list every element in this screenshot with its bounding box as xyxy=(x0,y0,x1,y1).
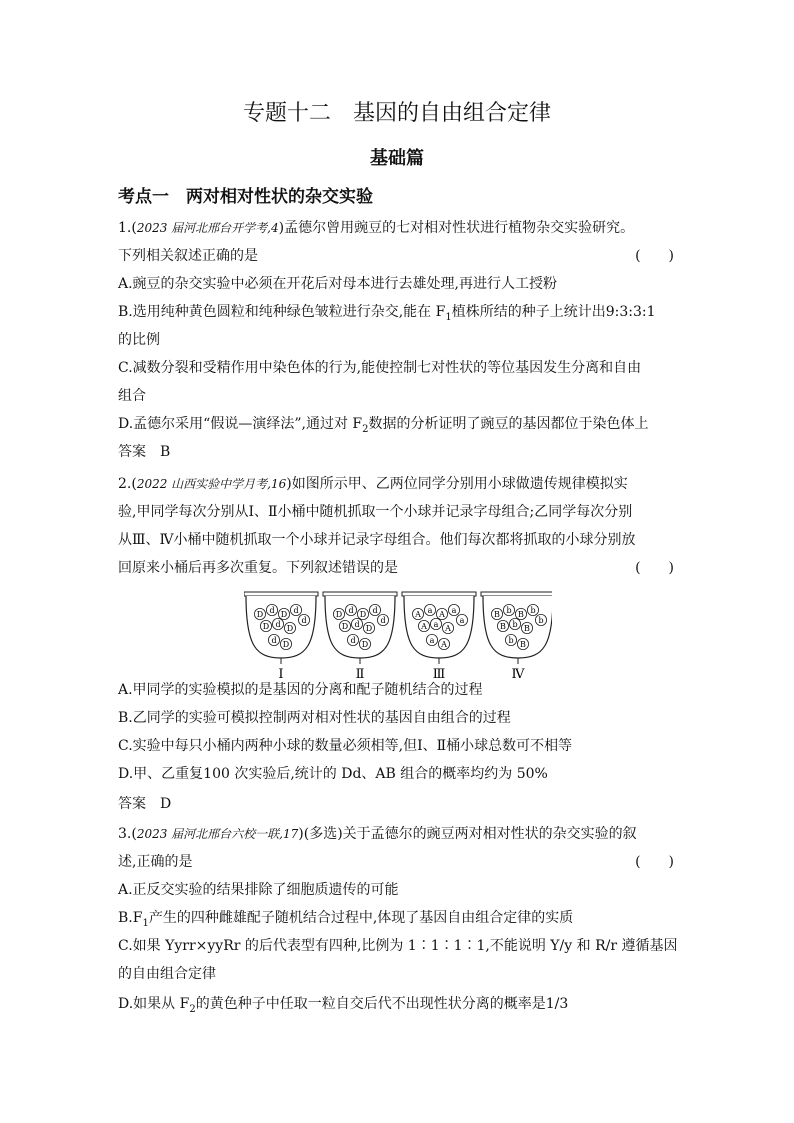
ball-letter: a xyxy=(451,606,457,615)
q3-option-a: A.正反交实验的结果排除了细胞质遗传的可能 xyxy=(118,882,399,898)
q3-option-b-text: B.F xyxy=(118,910,143,926)
ball-letter: B xyxy=(500,622,506,631)
ball-letter: D xyxy=(262,622,270,631)
ball-letter: d xyxy=(380,616,386,625)
q2-option-a: A.甲同学的实验模拟的是基因的分离和配子随机结合的过程 xyxy=(118,682,483,698)
q2-option-b: B.乙同学的实验可模拟控制两对相对性状的基因自由组合的过程 xyxy=(118,710,511,726)
q2-stem-line4: 回原来小桶后再多次重复。下列叙述错误的是 xyxy=(118,560,398,576)
ball-letter: D xyxy=(365,624,373,633)
q3-option-b xyxy=(118,908,573,934)
page-title: 专题十二 基因的自由组合定律 xyxy=(242,101,551,126)
q2-stem-text: )如图所示甲、乙两位同学分别用小球做遗传规律模拟实 xyxy=(286,476,628,492)
ball-letter: B xyxy=(524,624,530,633)
bucket-rim xyxy=(323,592,397,596)
ball-letter: b xyxy=(508,636,514,645)
ball-letter: a xyxy=(459,616,465,625)
ball-letter: a xyxy=(429,636,435,645)
q1-stem-text: )孟德尔曾用豌豆的七对相对性状进行植物杂交实验研究。 xyxy=(278,220,635,236)
q3-stem-line1 xyxy=(118,824,637,844)
ball-letter: A xyxy=(415,610,421,619)
q2-option-c: C.实验中每只小桶内两种小球的数量必须相等,但Ⅰ、Ⅱ桶小球总数可不相等 xyxy=(118,738,573,754)
ball-letter: d xyxy=(372,606,378,615)
page-subtitle: 基础篇 xyxy=(370,148,424,169)
section-heading: 考点一 两对相对性状的杂交实验 xyxy=(118,187,373,207)
ball-letter: A xyxy=(441,640,447,649)
ball-letter: d xyxy=(354,620,360,629)
q1-option-d-sub: 2 xyxy=(362,423,369,435)
q1-source: 2023 届河北邢台开学考,4 xyxy=(136,221,279,235)
ball-letter: b xyxy=(530,606,536,615)
q1-option-b-cont: 的比例 xyxy=(118,332,160,348)
ball-letter: D xyxy=(359,610,367,619)
ball-letter: d xyxy=(269,606,275,615)
ball-letter: D xyxy=(361,640,369,649)
q3-number: 3.( xyxy=(118,826,137,842)
q1-option-b-text2: 植株所结的种子上统计出9:3:3:1 xyxy=(451,304,656,320)
ball-letter: D xyxy=(282,640,290,649)
q1-option-d-text2: 数据的分析证明了豌豆的基因都位于染色体上 xyxy=(368,416,649,432)
q3-option-b-text2: 产生的四种雌雄配子随机结合过程中,体现了基因自由组合定律的实质 xyxy=(148,910,574,926)
q1-option-c-cont: 组合 xyxy=(118,388,146,404)
q1-stem-line2: 下列相关叙述正确的是 xyxy=(118,248,258,264)
q1-option-c: C.减数分裂和受精作用中染色体的行为,能使控制七对性状的等位基因发生分离和自由 xyxy=(118,360,642,376)
q1-stem-line1 xyxy=(118,218,634,238)
bucket-label: Ⅱ xyxy=(355,667,365,680)
ball-letter: D xyxy=(341,622,349,631)
q3-option-b-sub: 1 xyxy=(142,917,149,929)
q3-option-d xyxy=(118,994,568,1020)
bucket-1 xyxy=(244,592,318,680)
bucket-3 xyxy=(402,592,476,680)
bucket-2 xyxy=(323,592,397,680)
q2-stem-line2: 验,甲同学每次分别从Ⅰ、Ⅱ小桶中随机抓取一个小球并记录字母组合;乙同学每次分别 xyxy=(118,504,633,520)
q1-answer-paren: ( ) xyxy=(635,248,674,264)
q1-option-d-text: D.孟德尔采用“假说—演绎法”,通过对 F xyxy=(118,416,363,432)
ball-letter: D xyxy=(286,624,294,633)
ball-letter: d xyxy=(275,620,281,629)
q2-stem-line1 xyxy=(118,474,628,494)
bucket-label: Ⅲ xyxy=(432,667,446,680)
ball-letter: b xyxy=(538,616,544,625)
ball-letter: d xyxy=(301,616,307,625)
ball-letter: d xyxy=(271,636,277,645)
q1-number: 1.( xyxy=(118,220,137,236)
bucket-label: Ⅰ xyxy=(278,667,284,680)
q2-stem-line3: 从Ⅲ、Ⅳ小桶中随机抓取一个小球并记录字母组合。他们每次都将抓取的小球分别放 xyxy=(118,532,636,548)
ball-letter: D xyxy=(335,610,343,619)
q2-number: 2.( xyxy=(118,476,137,492)
ball-letter: d xyxy=(293,606,299,615)
ball-letter: A xyxy=(439,610,445,619)
q3-option-d-text2: 的黄色种子中任取一粒自交后代不出现性状分离的概率是1/3 xyxy=(195,996,569,1012)
q1-option-b xyxy=(118,302,656,328)
q1-option-d xyxy=(118,414,648,440)
bucket-4 xyxy=(481,592,552,680)
q3-stem-text: )(多选)关于孟德尔的豌豆两对相对性状的杂交实验的叙 xyxy=(298,826,637,842)
q3-source: 2023 届河北邢台六校一联,17 xyxy=(136,827,299,841)
q2-answer-paren: ( ) xyxy=(635,560,674,576)
ball-letter: b xyxy=(512,620,518,629)
bucket-rim xyxy=(481,592,552,596)
ball-letter: B xyxy=(494,610,500,619)
ball-letter: D xyxy=(256,610,264,619)
q1-option-b-sub: 1 xyxy=(445,311,452,323)
q1-option-a: A.豌豆的杂交实验中必须在开花后对母本进行去雄处理,再进行人工授粉 xyxy=(118,276,558,292)
ball-letter: d xyxy=(350,636,356,645)
q3-option-c-cont: 的自由组合定律 xyxy=(118,966,216,982)
ball-letter: A xyxy=(445,624,451,633)
q3-option-c: C.如果 Yyrr×yyRr 的后代表型有四种,比例为 1∶1∶1∶1,不能说明 Y/y 和 R/r 遵循基因 xyxy=(118,938,678,954)
ball-letter: A xyxy=(421,622,427,631)
ball-letter: B xyxy=(520,640,526,649)
bucket-label: Ⅳ xyxy=(511,667,525,680)
ball-letter: B xyxy=(518,610,524,619)
q3-option-d-text: D.如果从 F xyxy=(118,996,190,1012)
ball-letter: a xyxy=(433,620,439,629)
bucket-rim xyxy=(244,592,318,596)
bucket-diagram xyxy=(244,588,552,680)
ball-letter: b xyxy=(506,606,512,615)
q2-option-d: D.甲、乙重复100 次实验后,统计的 Dd、AB 组合的概率均约为 50% xyxy=(118,766,548,782)
bucket-rim xyxy=(402,592,476,596)
q2-answer: 答案 D xyxy=(118,796,172,812)
ball-letter: D xyxy=(280,610,288,619)
ball-letter: d xyxy=(348,606,354,615)
q1-answer: 答案 B xyxy=(118,444,171,460)
q3-answer-paren: ( ) xyxy=(635,854,674,870)
q3-option-d-sub: 2 xyxy=(189,1003,196,1015)
q3-stem-line2: 述,正确的是 xyxy=(118,854,193,870)
ball-letter: a xyxy=(427,606,433,615)
q1-option-b-text: B.选用纯种黄色圆粒和纯种绿色皱粒进行杂交,能在 F xyxy=(118,304,446,320)
q2-source: 2022 山西实验中学月考,16 xyxy=(136,477,287,491)
